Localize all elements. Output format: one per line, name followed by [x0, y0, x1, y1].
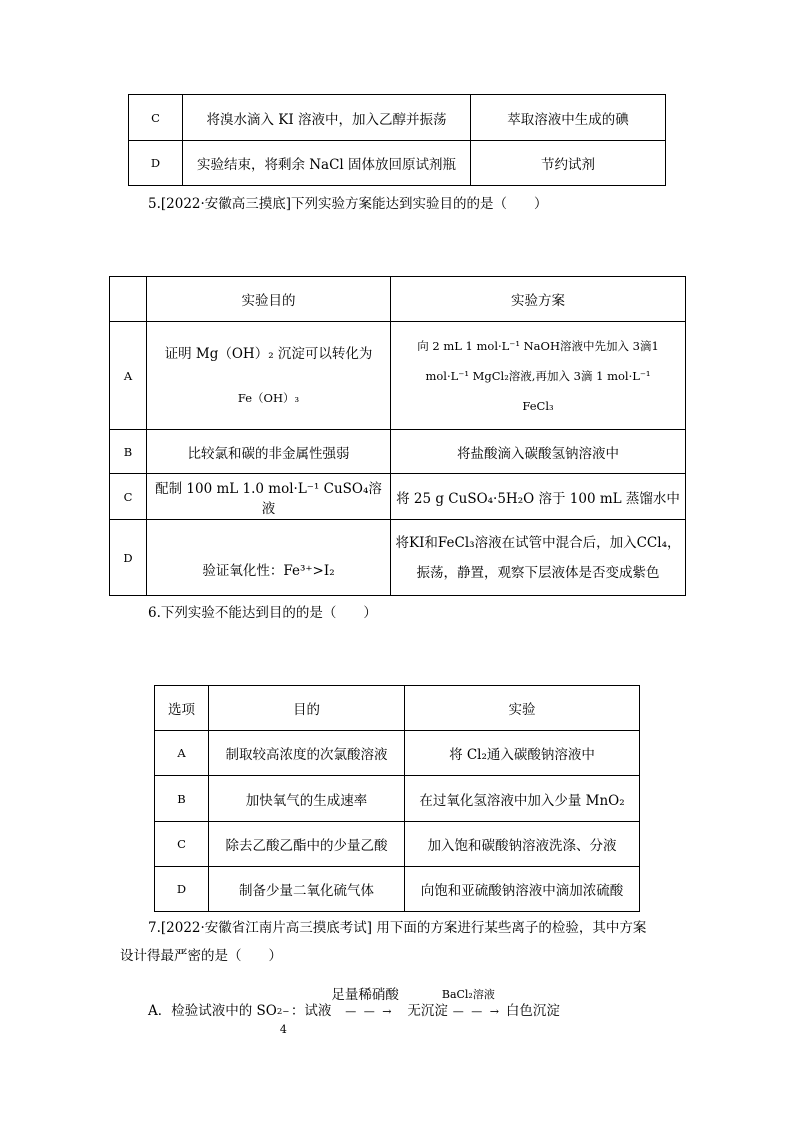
option-a-colon: ：试液 — [290, 1003, 332, 1019]
question-5-table — [109, 276, 686, 596]
row-purpose: 制取较高浓度的次氯酸溶液 — [209, 731, 405, 776]
table-row — [110, 474, 686, 520]
row-purpose: 加快氧气的生成速率 — [209, 776, 405, 822]
question-6-table — [154, 685, 640, 912]
table-row — [129, 141, 666, 186]
header-purpose: 实验目的 — [147, 277, 391, 322]
row-exp: 加入饱和碳酸钠溶液洗涤、分液 — [405, 822, 640, 867]
row-plan: 将盐酸滴入碳酸氢钠溶液中 — [391, 430, 686, 474]
row-id: B — [110, 430, 147, 474]
question-7-title-line2: 设计得最严密的是（ ） — [120, 948, 282, 964]
ion-subscript: 4 — [279, 1023, 287, 1036]
row-exp: 向饱和亚硫酸钠溶液中滴加浓硫酸 — [405, 867, 640, 912]
table-header-row — [110, 277, 686, 322]
reagent-2: BaCl₂溶液 — [441, 988, 495, 1001]
reaction-arrow-1 — [331, 987, 407, 1023]
table-row — [110, 430, 686, 474]
table-row — [155, 822, 640, 867]
option-a-prefix: A．检验试液中的 SO — [148, 1003, 277, 1019]
row-purpose-line: Fe（OH）₃ — [237, 390, 300, 405]
table-row — [155, 867, 640, 912]
reaction-arrow-2 — [441, 988, 506, 1023]
row-id: A — [155, 731, 209, 776]
header-purpose: 目的 — [209, 686, 405, 731]
row-exp: 将 Cl₂通入碳酸钠溶液中 — [405, 731, 640, 776]
arrow-icon: — — → — [345, 1005, 394, 1018]
header-id — [110, 277, 147, 322]
row-id: D — [129, 141, 183, 186]
row-purpose: 比较氯和碳的非金属性强弱 — [147, 430, 391, 474]
table-continued — [128, 94, 666, 186]
table-row — [110, 322, 686, 430]
arrow-icon: — — → — [452, 1005, 501, 1018]
question-7-title-line1: 7.[2022·安徽省江南片高三摸底考试] 用下面的方案进行某些离子的检验，其中方案 — [148, 920, 647, 936]
row-purpose: 除去乙酸乙酯中的少量乙酸 — [209, 822, 405, 867]
row-id: C — [155, 822, 209, 867]
row-purpose: 制备少量二氧化硫气体 — [209, 867, 405, 912]
row-plan-line: 向 2 mL 1 mol·L⁻¹ NaOH溶液中先加入 3滴1 — [417, 338, 659, 353]
table-header-row — [155, 686, 640, 731]
row-plan — [391, 322, 686, 430]
table-row — [110, 520, 686, 596]
row-purpose — [147, 322, 391, 430]
row-exp: 在过氧化氢溶液中加入少量 MnO₂ — [405, 776, 640, 822]
row-purpose: 验证氧化性：Fe³⁺>I₂ — [147, 520, 391, 596]
row-id: B — [155, 776, 209, 822]
intermediate-result: 无沉淀 — [407, 1003, 448, 1019]
final-result: 白色沉淀 — [505, 1003, 560, 1019]
header-id: 选项 — [155, 686, 209, 731]
row-purpose: 节约试剂 — [471, 141, 666, 186]
header-exp: 实验 — [405, 686, 640, 731]
row-purpose-line: 证明 Mg（OH）₂ 沉淀可以转化为 — [164, 345, 373, 362]
row-id: C — [129, 95, 183, 141]
table-row — [129, 95, 666, 141]
row-purpose: 萃取溶液中生成的碘 — [471, 95, 666, 141]
row-plan-line: mol·L⁻¹ MgCl₂溶液,再加入 3滴 1 mol·L⁻¹ — [425, 368, 651, 383]
row-id: D — [155, 867, 209, 912]
row-plan — [391, 520, 686, 596]
row-method: 将溴水滴入 KI 溶液中，加入乙醇并振荡 — [183, 95, 471, 141]
header-plan: 实验方案 — [391, 277, 686, 322]
question-6-title: 6.下列实验不能达到目的的是（ ） — [148, 605, 377, 621]
row-id: A — [110, 322, 147, 430]
row-id: D — [110, 520, 147, 596]
question-5-title: 5.[2022·安徽高三摸底]下列实验方案能达到实验目的的是（ ） — [148, 196, 548, 212]
question-7-option-a — [148, 987, 560, 1036]
table-row — [155, 776, 640, 822]
row-id: C — [110, 474, 147, 520]
reagent-1: 足量稀硝酸 — [331, 987, 399, 1003]
ion-charge: 2− — [276, 1007, 290, 1017]
table-row — [155, 731, 640, 776]
row-plan-line: 将KI和FeCl₃溶液在试管中混合后，加入CCl₄， — [395, 534, 681, 551]
row-plan-line: FeCl₃ — [522, 398, 554, 413]
row-purpose: 配制 100 mL 1.0 mol·L⁻¹ CuSO₄溶液 — [147, 474, 391, 520]
row-plan-line: 振荡，静置，观察下层液体是否变成紫色 — [416, 564, 660, 581]
row-method: 实验结束，将剩余 NaCl 固体放回原试剂瓶 — [183, 141, 471, 186]
row-plan: 将 25 g CuSO₄·5H₂O 溶于 100 mL 蒸馏水中 — [391, 474, 686, 520]
